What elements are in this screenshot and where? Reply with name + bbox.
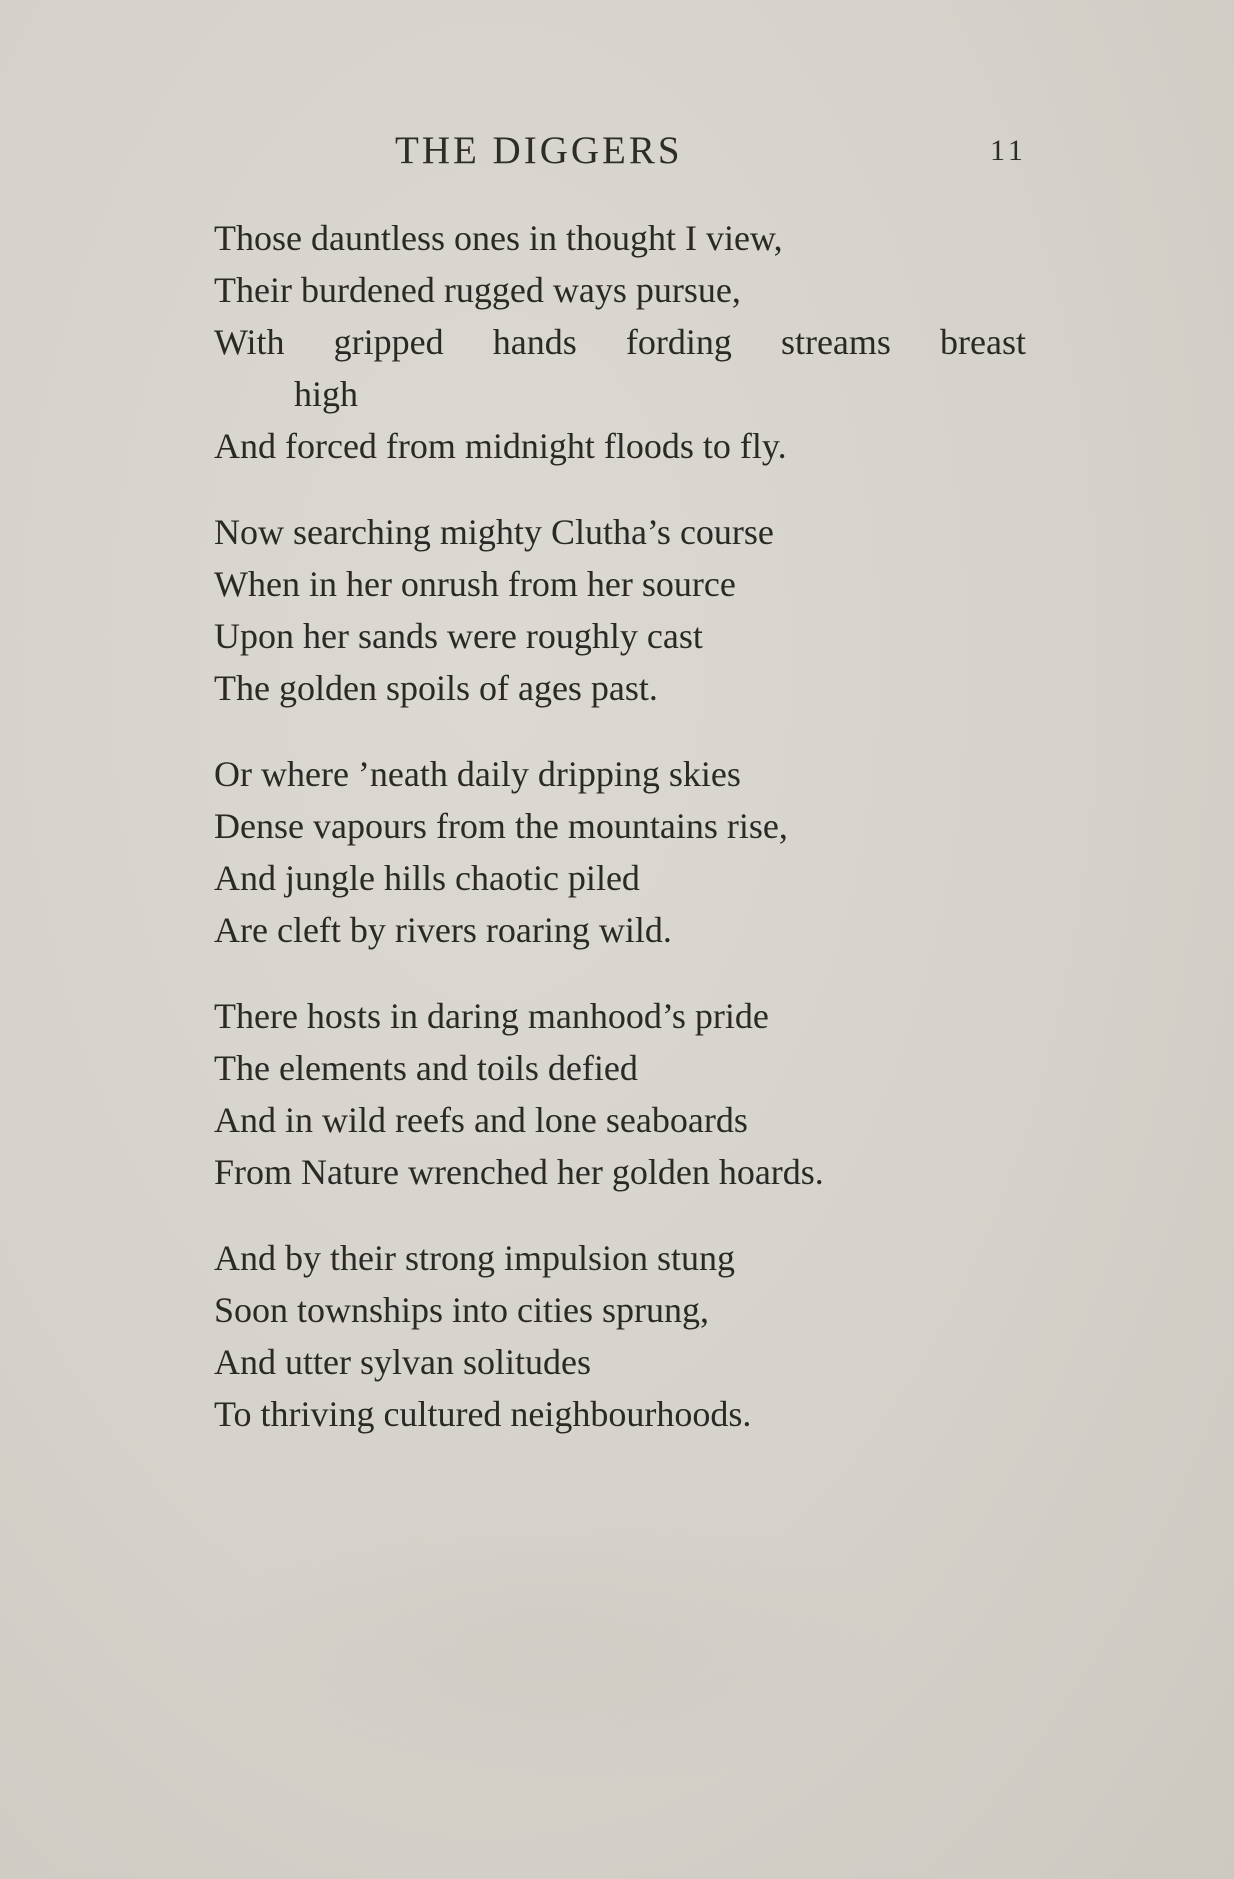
poem-line: With gripped hands fording streams breast bbox=[214, 322, 1026, 362]
poem-line: And utter sylvan solitudes bbox=[214, 1342, 591, 1382]
stanza-4 bbox=[214, 990, 1034, 1198]
poem-line: And by their strong impulsion stung bbox=[214, 1238, 735, 1278]
poem-line: And jungle hills chaotic piled bbox=[214, 858, 640, 898]
poem-line: The golden spoils of ages past. bbox=[214, 668, 658, 708]
poem-line: Are cleft by rivers roaring wild. bbox=[214, 910, 672, 950]
page-number: 11 bbox=[990, 134, 1027, 167]
show-through-shadow bbox=[200, 1500, 900, 1800]
poem-line: Upon her sands were roughly cast bbox=[214, 616, 703, 656]
poem-line: When in her onrush from her source bbox=[214, 564, 736, 604]
running-title: THE DIGGERS bbox=[395, 129, 683, 172]
stanza-2 bbox=[214, 506, 1034, 714]
poem-line: And forced from midnight floods to fly. bbox=[214, 426, 787, 466]
stanza-5 bbox=[214, 1232, 1034, 1440]
poem-line: To thriving cultured neighbourhoods. bbox=[214, 1394, 752, 1434]
poem-line: And in wild reefs and lone seaboards bbox=[214, 1100, 748, 1140]
poem-line: From Nature wrenched her golden hoards. bbox=[214, 1152, 824, 1192]
poem bbox=[214, 212, 1034, 1474]
poem-line-turnover: high bbox=[294, 374, 359, 414]
poem-line: The elements and toils defied bbox=[214, 1048, 638, 1088]
poem-line: Or where ’neath daily dripping skies bbox=[214, 754, 741, 794]
poem-line: Now searching mighty Clutha’s course bbox=[214, 512, 774, 552]
poem-line: There hosts in daring manhood’s pride bbox=[214, 996, 769, 1036]
poem-line: Soon townships into cities sprung, bbox=[214, 1290, 710, 1330]
stanza-1 bbox=[214, 212, 1034, 472]
poem-line: Dense vapours from the mountains rise, bbox=[214, 806, 788, 846]
poem-line: Their burdened rugged ways pursue, bbox=[214, 270, 741, 310]
running-head bbox=[0, 128, 1234, 178]
poem-line: Those dauntless ones in thought I view, bbox=[214, 218, 783, 258]
stanza-3 bbox=[214, 748, 1034, 956]
